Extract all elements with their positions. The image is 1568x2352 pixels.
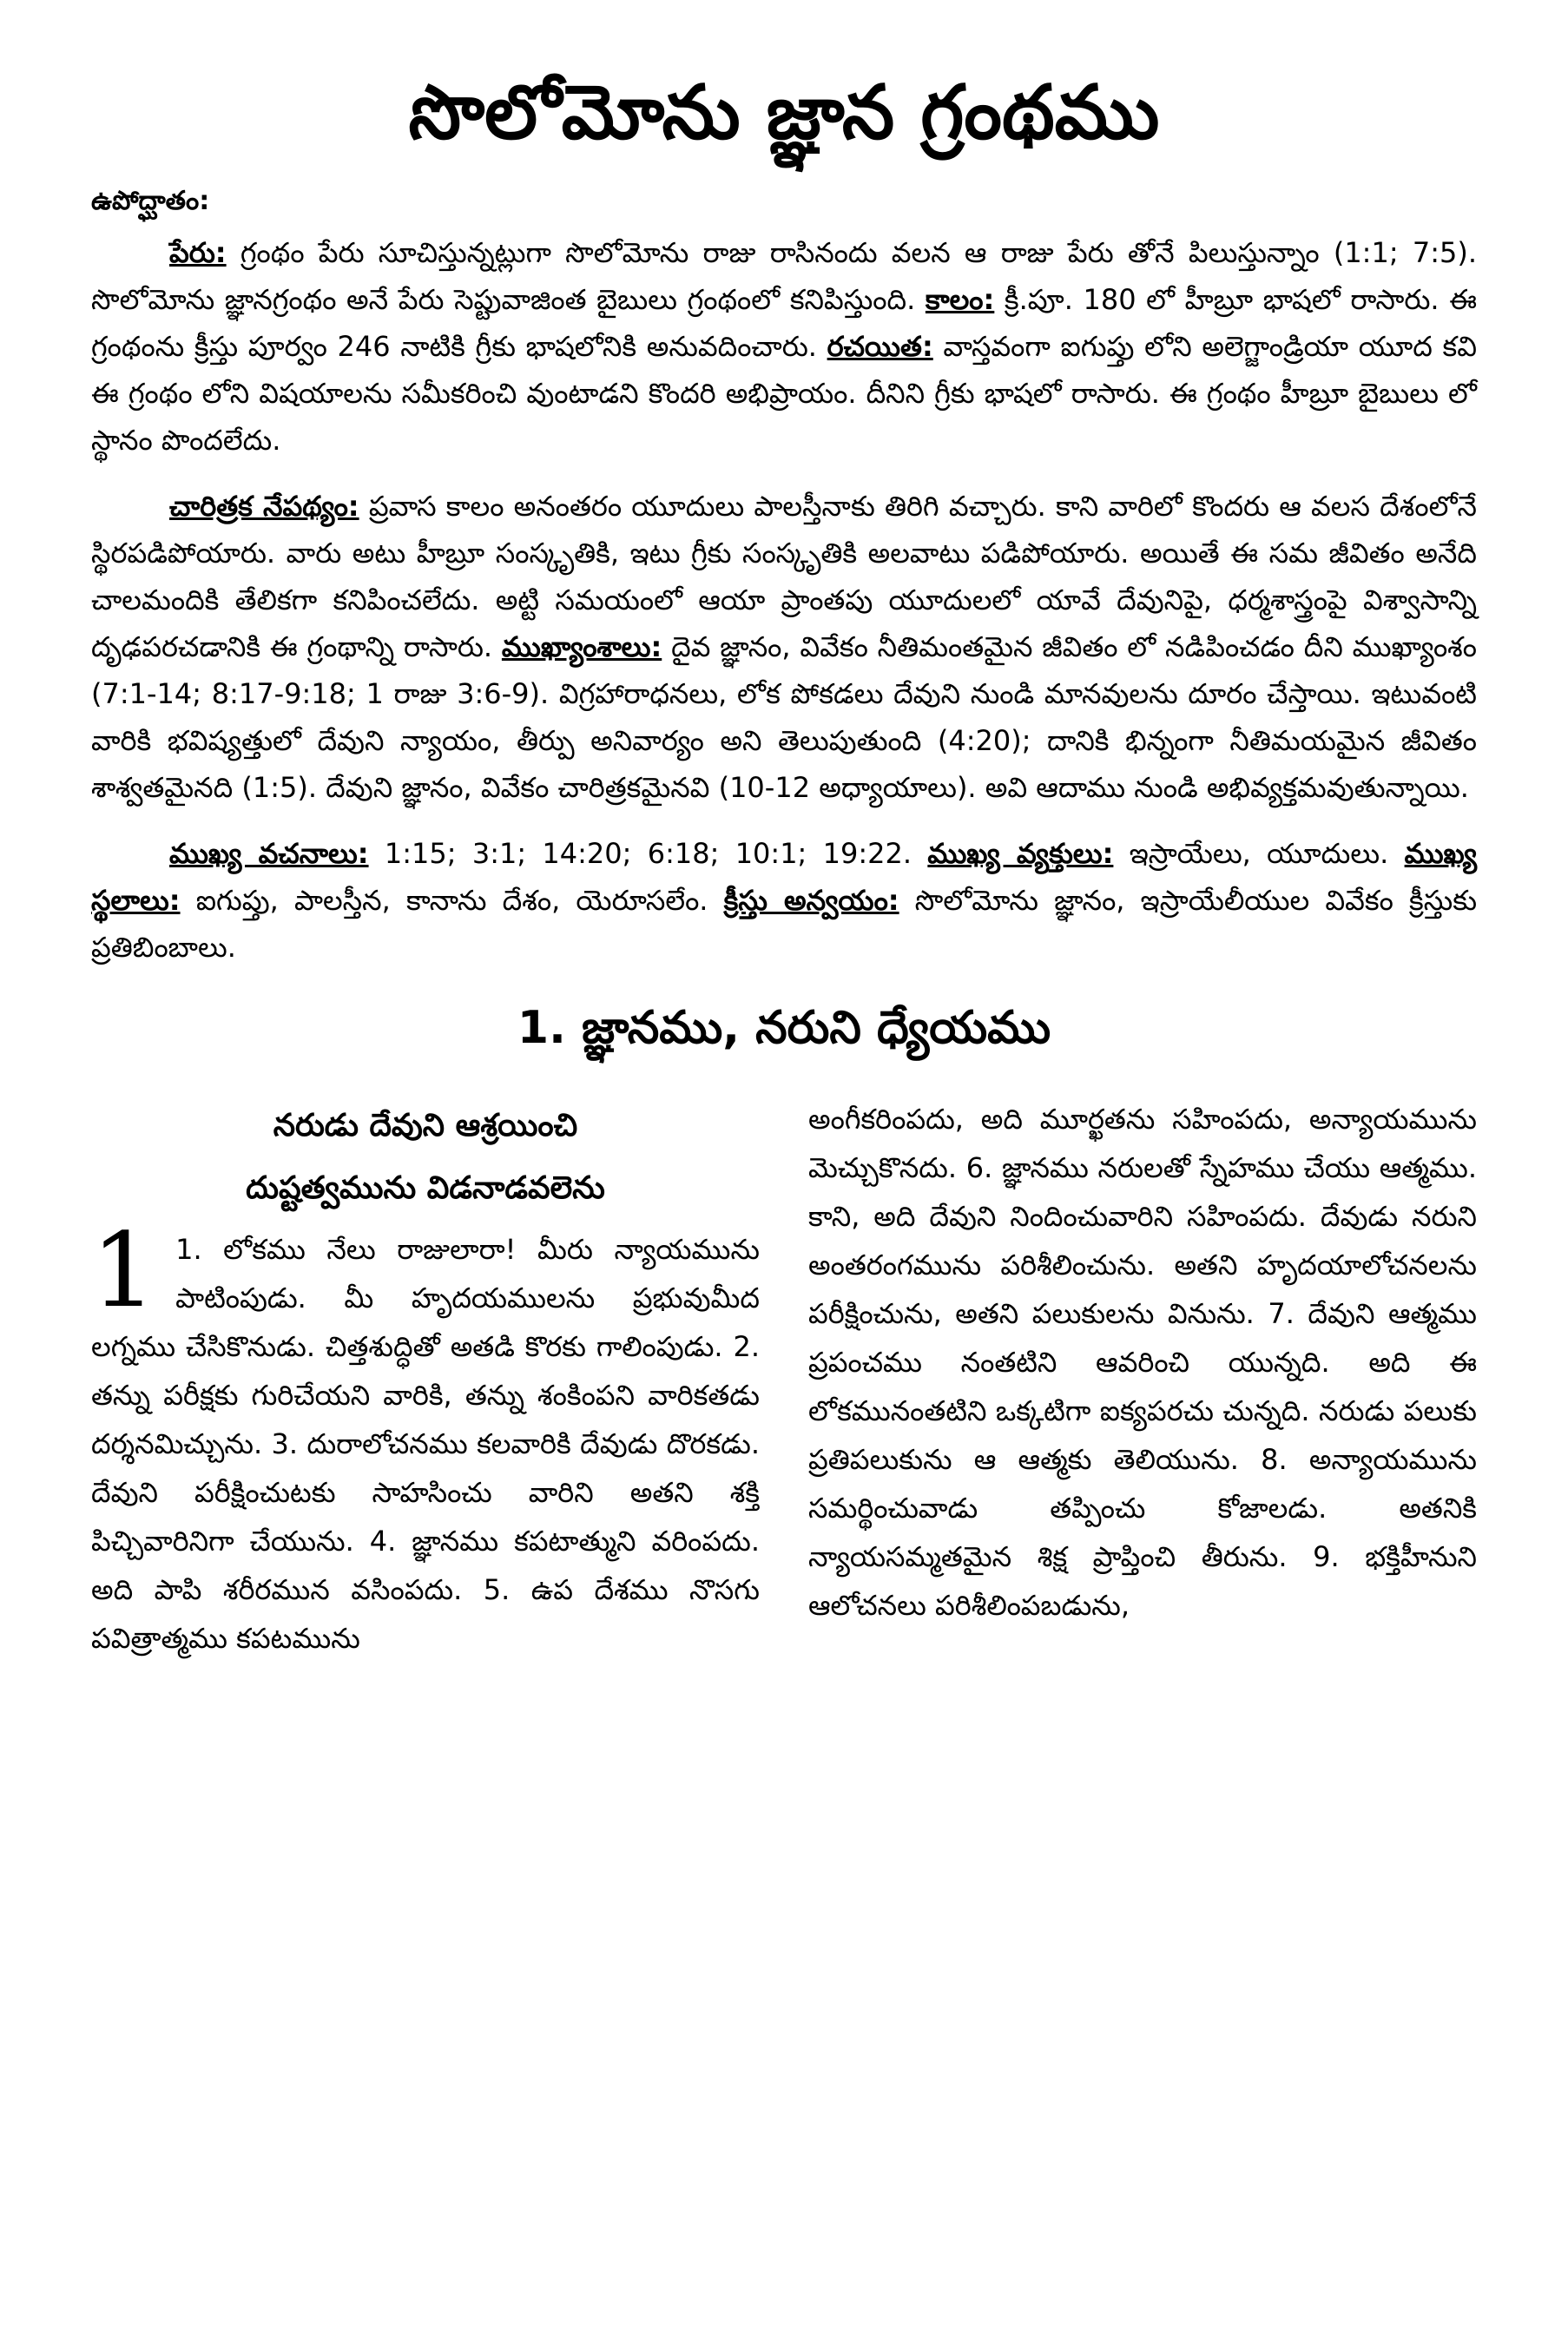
page [91,52,1477,1663]
intro-paragraph-2 [91,483,1477,811]
text-key-verses: 1:15; 3:1; 14:20; 6:18; 10:1; 19:22. [368,837,928,870]
section-title-line-2: దుష్టత్వమును విడనాడవలెను [246,1170,605,1206]
left-column [91,1095,760,1663]
intro-paragraph-3 [91,830,1477,971]
heading-time: కాలం: [925,283,995,316]
chapter-columns [91,1095,1477,1663]
heading-themes: ముఖ్యాంశాలు: [501,630,662,663]
text-christ-application: సొలోమోను జ్ఞానం, ఇస్రాయేలీయుల వివేకం క్రీస్తుకు ప్రతిబింబాలు. [91,884,1478,964]
text-name: గ్రంథం పేరు సూచిస్తున్నట్లుగా సొలోమోను రాజు రాసినందు వలన ఆ రాజు పేరు తోనే పిలుస్తున్నాం (1:1; 7:5). సొలోమోను జ్ఞానగ్రంథం అనే పేరు సెప్టువాజింత బైబులు గ్రంథంలో కనిపిస్తుంది. [91,236,1477,316]
section-title [91,1095,760,1220]
heading-author: రచయిత: [827,330,933,363]
intro-label: ఉపోద్ఘాతం: [91,186,210,216]
section-title-line-1: నరుడు దేవుని ఆశ్రయించి [273,1108,578,1143]
text-time: క్రీ.పూ. 180 లో హీబ్రూ భాషలో రాసారు. ఈ గ్రంథంను క్రీస్తు పూర్వం 246 నాటికి గ్రీకు భాషలోనికి అనువదించారు. [91,283,1477,363]
right-column-text: అంగీకరింపదు, అది మూర్ఖతను సహింపదు, అన్యాయమును మెచ్చుకొనదు. 6. జ్ఞానము నరులతో స్నేహము చేయు ఆత్మము. కాని, అది దేవుని నిందించువారిని సహింపదు. దేవుడు నరుని అంతరంగమును పరిశీలించును. అతని హృదయాలోచనలను పరీక్షించును, అతని పలుకులను వినును. 7. దేవుని ఆత్మము ప్రపంచము నంతటిని ఆవరించి యున్నది. అది ఈ లోకమునంతటిని ఒక్కటిగా ఐక్యపరచు చున్నది. నరుడు పలుకు ప్రతిపలుకును ఆ ఆత్మకు తెలియును. 8. అన్యాయమును సమర్థించువాడు తప్పించు కోజాలడు. అతనికి న్యాయసమ్మతమైన శిక్ష ప్రాప్తించి తీరును. 9. భక్తిహీనుని ఆలోచనలు పరిశీలింపబడును, [808,1103,1477,1622]
intro-paragraph-1 [91,229,1477,464]
heading-key-places: ముఖ్య స్థలాలు: [91,837,1477,917]
chapter-number-dropcap: 1 [91,1210,157,1330]
text-author: వాస్తవంగా ఐగుప్తు లోని అలెగ్జాండ్రియా యూద కవి ఈ గ్రంథం లోని విషయాలను సమీకరించి వుంటాడని కొందరి అభిప్రాయం. దీనిని గ్రీకు భాషలో రాసారు. ఈ గ్రంథం హీబ్రూ బైబులు లో స్థానం పొందలేదు. [91,330,1477,457]
text-key-persons: ఇస్రాయేలు, యూదులు. [1113,837,1405,870]
page-title: సొలోమోను జ్ఞాన గ్రంథము [408,69,1160,156]
heading-key-verses: ముఖ్య వచనాలు: [169,837,369,870]
text-background: ప్రవాస కాలం అనంతరం యూదులు పాలస్తీనాకు తిరిగి వచ్చారు. కాని వారిలో కొందరు ఆ వలస దేశంలోనే స్థిరపడిపోయారు. వారు అటు హీబ్రూ సంస్కృతికి, ఇటు గ్రీకు సంస్కృతికి అలవాటు పడిపోయారు. అయితే ఈ సమ జీవితం అనేది చాలమందికి తేలికగా కనిపించలేదు. అట్టి సమయంలో ఆయా ప్రాంతపు యూదులలో యావే దేవునిపై, ధర్మశాస్త్రంపై విశ్వాసాన్ని దృఢపరచడానికి ఈ గ్రంథాన్ని రాసారు. [91,490,1477,663]
heading-christ-application: క్రీస్తు అన్వయం: [723,884,899,917]
heading-background: చారిత్రక నేపథ్యం: [169,490,359,523]
text-key-places: ఐగుప్తు, పాలస్తీన, కానాను దేశం, యెరూసలేం. [180,884,724,917]
chapter-heading: 1. జ్ఞానము, నరుని ధ్యేయము [517,1002,1051,1054]
left-column-text-block [91,1210,760,1663]
right-column [808,1095,1477,1663]
heading-name: పేరు: [169,236,227,269]
heading-key-persons: ముఖ్య వ్యక్తులు: [927,837,1114,870]
left-column-text: 1. లోకము నేలు రాజులారా! మీరు న్యాయమును పాటింపుడు. మీ హృదయములను ప్రభువుమీద లగ్నము చేసికొనుడు. చిత్తశుద్ధితో అతడి కొరకు గాలింపుడు. 2. తన్ను పరీక్షకు గురిచేయని వారికి, తన్ను శంకింపని వారికతడు దర్శనమిచ్చును. 3. దురాలోచనము కలవారికి దేవుడు దొరకడు. దేవుని పరీక్షించుటకు సాహసించు వారిని అతని శక్తి పిచ్చివారినిగా చేయును. 4. జ్ఞానము కపటాత్ముని వరింపదు. అది పాపి శరీరమున వసింపదు. 5. ఉప దేశము నొసగు పవిత్రాత్మము కపటమును [91,1233,760,1655]
text-themes: దైవ జ్ఞానం, వివేకం నీతిమంతమైన జీవితం లో నడిపించడం దీని ముఖ్యాంశం (7:1-14; 8:17-9:18; 1 రాజు 3:6-9). విగ్రహారాధనలు, లోక పోకడలు దేవుని నుండి మానవులను దూరం చేస్తాయి. ఇటువంటి వారికి భవిష్యత్తులో దేవుని న్యాయం, తీర్పు అనివార్యం అని తెలుపుతుంది (4:20); దానికి భిన్నంగా నీతిమయమైన జీవితం శాశ్వతమైనది (1:5). దేవుని జ్ఞానం, వివేకం చారిత్రకమైనవి (10-12 అధ్యాయాలు). అవి ఆదాము నుండి అభివ్యక్తమవుతున్నాయి. [91,630,1477,804]
